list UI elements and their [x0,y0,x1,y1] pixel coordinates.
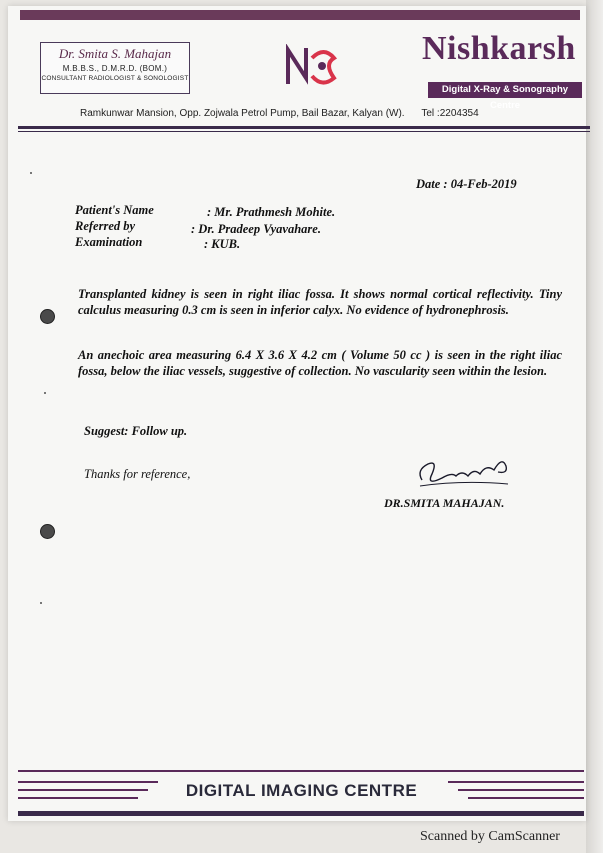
referred-value: : Dr. Pradeep Vyavahare. [191,222,321,236]
address-text: Ramkunwar Mansion, Opp. Zojwala Petrol Pump, Bail Bazar, Kalyan (W). [80,108,405,119]
patient-row [75,203,336,219]
suggestion: Suggest: Follow up. [84,424,188,438]
patient-label: Patient's Name [75,203,154,217]
clinic-logo-icon [284,44,340,88]
speck [40,602,42,604]
scanner-watermark: Scanned by CamScanner [420,829,560,844]
header-divider-thin [18,131,590,132]
doctor-role: CONSULTANT RADIOLOGIST & SONOLOGIST [41,75,189,82]
referred-label: Referred by [75,219,136,233]
brand-tagline: Digital X-Ray & Sonography Centre [428,82,582,98]
signature-icon [412,450,512,494]
findings-paragraph-1: Transplanted kidney is seen in right iliac fossa. It shows normal cortical reflectivity. Tiny calculus measuring 0.3 cm is seen in inferior calyx. No evidence of hydronephrosis. [78,287,562,317]
patient-value: : Mr. Prathmesh Mohite. [207,205,336,219]
speck [30,172,32,174]
exam-row [75,235,241,251]
exam-label: Examination [75,235,143,249]
punch-hole-bottom [40,524,55,539]
doctor-name: Dr. Smita S. Mahajan [58,46,172,61]
doctor-nameplate [40,42,190,94]
signature-text: Suvvahayo [462,492,467,493]
punch-hole-top [40,309,55,324]
speck [44,392,46,394]
clinic-address [80,108,479,119]
signatory-name: DR.SMITA MAHAJAN. [384,496,505,510]
referred-row [75,219,321,236]
footer-title: DIGITAL IMAGING CENTRE [185,781,418,800]
telephone: Tel :2204354 [421,108,479,119]
exam-value: : KUB. [204,237,241,251]
top-color-band [20,10,580,20]
thanks-note: Thanks for reference, [84,467,191,481]
brand-name: Nishkarsh [422,30,576,67]
findings-paragraph-2: An anechoic area measuring 6.4 X 3.6 X 4.2 cm ( Volume 50 cc ) is seen in the right iliac fossa, below the iliac vessels, suggestive of collection. No vascularity seen within the lesion. [78,348,562,378]
header-divider [18,126,590,129]
report-date: Date : 04-Feb-2019 [416,177,517,191]
doctor-degree: M.B.B.S., D.M.R.D. (BOM.) [62,64,168,73]
